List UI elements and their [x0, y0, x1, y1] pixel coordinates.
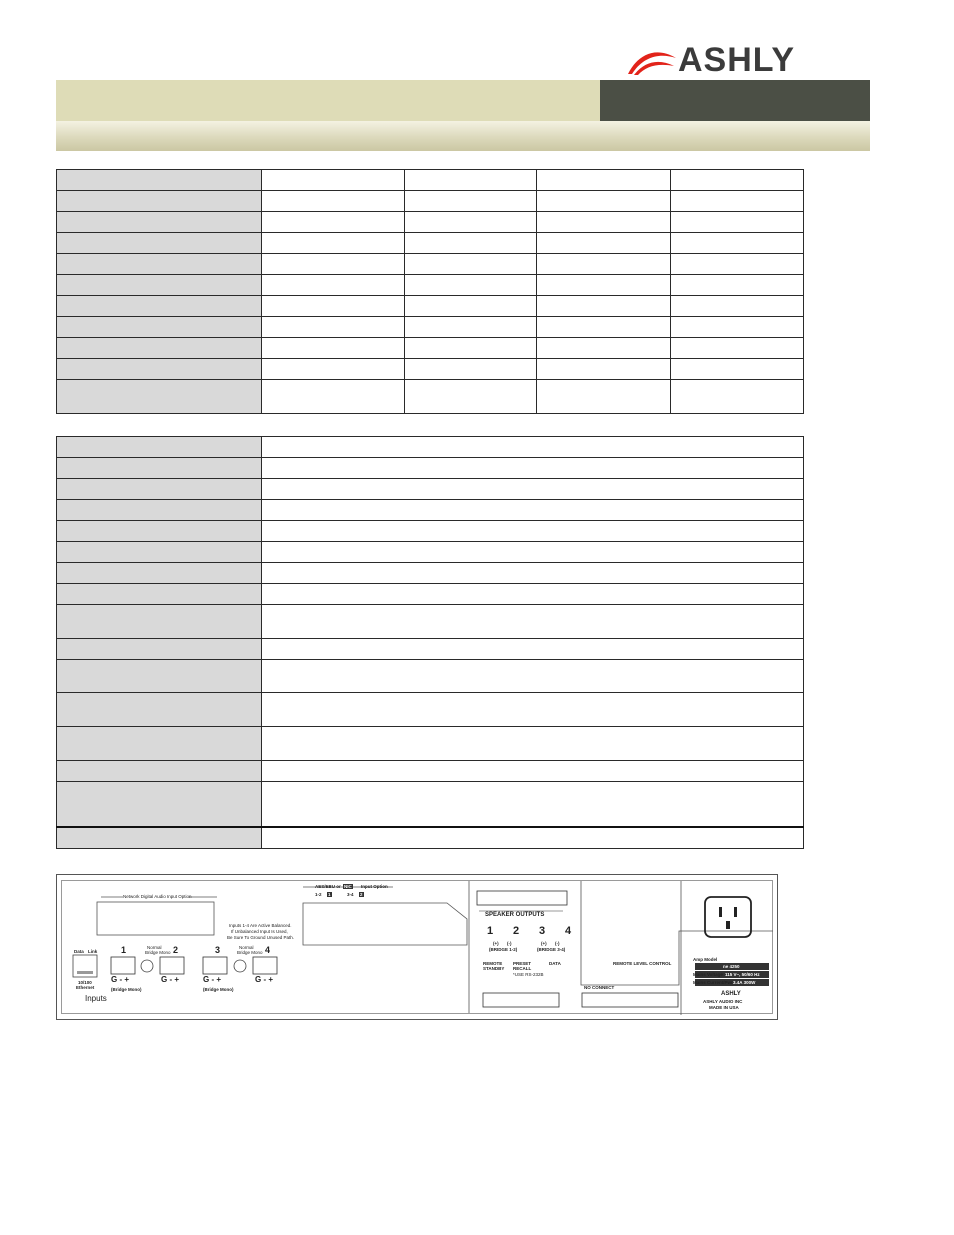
row-label-cell: [57, 761, 262, 782]
table-row: [57, 660, 804, 693]
table-row: [57, 254, 804, 275]
row-label-cell: [57, 584, 262, 605]
table-row: [57, 584, 804, 605]
amp-model-value: ne 4250: [723, 964, 740, 969]
table-cell: [671, 170, 804, 191]
table-row: [57, 296, 804, 317]
row-label-cell: [57, 254, 262, 275]
aes-ch34-num: 2: [360, 892, 363, 897]
row-label-cell: [57, 521, 262, 542]
aes-option-title: AES/EBU or: [315, 884, 341, 889]
table-cell: [262, 479, 804, 500]
row-label-cell: [57, 563, 262, 584]
table-row: [57, 639, 804, 660]
input-4-pins: G - +: [255, 975, 274, 984]
spec-table-power: [56, 169, 804, 414]
aes-nic-badge: NIC: [344, 884, 352, 889]
table-cell: [262, 521, 804, 542]
table-cell: [671, 380, 804, 414]
input-4-label: 4: [265, 945, 271, 955]
mains-current-label: Mains Current/Pwr: [693, 980, 733, 985]
table-cell: [262, 727, 804, 761]
table-row: [57, 359, 804, 380]
table-cell: [537, 191, 671, 212]
data-label: DATA: [549, 961, 561, 966]
table-cell: [262, 605, 804, 639]
table-cell: [405, 275, 537, 296]
amp-model-label: Amp Model: [693, 957, 718, 962]
table-row: [57, 275, 804, 296]
table-cell: [262, 317, 405, 338]
table-cell: [671, 233, 804, 254]
row-label-cell: [57, 479, 262, 500]
ashly-logo-text: ASHLY: [678, 41, 796, 79]
mains-voltage-label: Mains Voltage: [693, 972, 723, 977]
preset-recall-label: PRESET RECALL: [513, 961, 532, 971]
bridge-34-plus: (+): [541, 941, 547, 946]
mains-current-value: 3.4A 300W: [733, 980, 756, 985]
aes-ch12: 1-2: [315, 892, 322, 897]
row-label-cell: [57, 727, 262, 761]
notice-line-2: If Unbalanced Input Is Used,: [231, 929, 288, 934]
table-cell: [537, 338, 671, 359]
bridge-34-label: (BRIDGE 3-4): [537, 947, 566, 952]
table-cell: [405, 338, 537, 359]
table-cell: [671, 254, 804, 275]
table-cell: [405, 170, 537, 191]
speaker-out-4: 4: [565, 925, 572, 937]
table-cell: [262, 782, 804, 827]
table-cell: [405, 317, 537, 338]
remote-standby-label: REMOTE STANDBY: [483, 961, 505, 971]
table-cell: [262, 693, 804, 727]
bridge-12-label: (BRIDGE 1-2): [489, 947, 518, 952]
ethernet-label-2: Ethernet: [76, 985, 95, 990]
row-label-cell: [57, 212, 262, 233]
table-cell: [537, 233, 671, 254]
row-label-cell: [57, 359, 262, 380]
table-cell: [405, 254, 537, 275]
table-cell: [262, 563, 804, 584]
no-connect-label: NO CONNECT: [584, 985, 615, 990]
table-row: [57, 170, 804, 191]
table-cell: [671, 296, 804, 317]
table-row: [57, 500, 804, 521]
row-label-cell: [57, 296, 262, 317]
table-row: [57, 563, 804, 584]
table-row: [57, 233, 804, 254]
row-label-cell: [57, 693, 262, 727]
input-3-pins: G - +: [203, 975, 222, 984]
table-cell: [671, 212, 804, 233]
ethernet-link-label: Link: [88, 949, 98, 954]
table-cell: [262, 458, 804, 479]
row-label-cell: [57, 605, 262, 639]
inputs-label: Inputs: [85, 994, 107, 1003]
table-cell: [262, 639, 804, 660]
table-row: [57, 479, 804, 500]
header-gradient-strip: [56, 121, 870, 151]
table-cell: [262, 660, 804, 693]
header-band-dark: [600, 80, 870, 121]
table-cell: [671, 338, 804, 359]
table-row: [57, 727, 804, 761]
speaker-outputs-label: SPEAKER OUTPUTS: [485, 912, 545, 918]
table-cell: [405, 380, 537, 414]
table-row: [57, 693, 804, 727]
switch-normal-label-1: Normal: [147, 945, 162, 950]
table-cell: [405, 212, 537, 233]
notice-line-1: Inputs 1-4 Are Active Balanced.: [229, 923, 292, 928]
bridge-mono-label-2: (Bridge Mono): [203, 987, 234, 992]
ashly-logo: [626, 41, 846, 79]
table-cell: [537, 254, 671, 275]
table-cell: [405, 359, 537, 380]
table-cell: [537, 359, 671, 380]
input-1-label: 1: [121, 945, 127, 955]
table-cell: [262, 827, 804, 849]
speaker-out-1: 1: [487, 925, 494, 937]
row-label-cell: [57, 660, 262, 693]
table-cell: [537, 275, 671, 296]
row-label-cell: [57, 542, 262, 563]
table-cell: [262, 338, 405, 359]
speaker-out-2: 2: [513, 925, 520, 937]
aes-ch34: 3-4: [347, 892, 354, 897]
ethernet-data-label: Data: [74, 949, 84, 954]
table-cell: [405, 191, 537, 212]
notice-line-3: Be Sure To Ground Unused Path.: [227, 935, 294, 940]
table-cell: [537, 212, 671, 233]
switch-normal-label-2: Normal: [239, 945, 254, 950]
aes-option-suffix: Input Option: [361, 884, 388, 889]
table-cell: [262, 542, 804, 563]
table-cell: [262, 584, 804, 605]
table-row: [57, 605, 804, 639]
header-band-light: [56, 80, 600, 121]
table-cell: [262, 296, 405, 317]
bridge-12-minus: (-): [507, 941, 512, 946]
row-label-cell: [57, 437, 262, 458]
row-label-cell: [57, 191, 262, 212]
row-label-cell: [57, 500, 262, 521]
table-cell: [262, 437, 804, 458]
table-cell: [262, 359, 405, 380]
table-cell: [671, 317, 804, 338]
ashly-swoosh-icon: [626, 44, 678, 78]
table-cell: [262, 275, 405, 296]
table-row: [57, 317, 804, 338]
table-cell: [262, 191, 405, 212]
maker-line-1: ASHLY AUDIO INC: [703, 999, 743, 1004]
row-label-cell: [57, 827, 262, 849]
table-cell: [671, 275, 804, 296]
bridge-12-plus: (+): [493, 941, 499, 946]
switch-bridge-label-2: Bridge Mono: [237, 950, 263, 955]
table-cell: [537, 380, 671, 414]
bridge-mono-label-1: (Bridge Mono): [111, 987, 142, 992]
table-cell: [262, 170, 405, 191]
network-option-title: Network Digital Audio Input Option: [123, 894, 192, 899]
table-row: [57, 191, 804, 212]
row-label-cell: [57, 458, 262, 479]
table-row: [57, 380, 804, 414]
row-label-cell: [57, 170, 262, 191]
maker-logo: ASHLY: [721, 991, 741, 997]
table-cell: [262, 254, 405, 275]
rear-panel-drawing: [56, 874, 778, 1020]
maker-line-2: MADE IN USA: [709, 1005, 739, 1010]
row-label-cell: [57, 782, 262, 827]
input-2-pins: G - +: [161, 975, 180, 984]
input-1-pins: G - +: [111, 975, 130, 984]
input-2-label: 2: [173, 945, 179, 955]
table-cell: [262, 761, 804, 782]
table-row: [57, 437, 804, 458]
table-cell: [537, 296, 671, 317]
table-cell: [405, 296, 537, 317]
aes-ch12-num: 1: [328, 892, 331, 897]
table-cell: [671, 191, 804, 212]
table-cell: [537, 317, 671, 338]
table-row: [57, 521, 804, 542]
switch-bridge-label-1: Bridge Mono: [145, 950, 171, 955]
table-cell: [537, 170, 671, 191]
mains-voltage-value: 115 V~, 50/60 Hz: [725, 972, 760, 977]
table-cell: [262, 233, 405, 254]
table-row: [57, 827, 804, 849]
speaker-out-3: 3: [539, 925, 546, 937]
row-label-cell: [57, 639, 262, 660]
table-row: [57, 338, 804, 359]
table-row: [57, 458, 804, 479]
row-label-cell: [57, 338, 262, 359]
table-row: [57, 542, 804, 563]
remote-level-label: REMOTE LEVEL CONTROL: [613, 961, 672, 966]
row-label-cell: [57, 380, 262, 414]
table-cell: [671, 359, 804, 380]
row-label-cell: [57, 233, 262, 254]
bridge-34-minus: (-): [555, 941, 560, 946]
table-cell: [262, 380, 405, 414]
row-label-cell: [57, 275, 262, 296]
spec-table-general: [56, 436, 804, 849]
table-cell: [262, 500, 804, 521]
row-label-cell: [57, 317, 262, 338]
input-3-label: 3: [215, 945, 221, 955]
table-row: [57, 212, 804, 233]
table-cell: [262, 212, 405, 233]
table-row: [57, 761, 804, 782]
table-row: [57, 782, 804, 827]
preset-recall-sub: *USE RS-232B: [513, 972, 544, 977]
table-cell: [405, 233, 537, 254]
ethernet-label: 10/100: [78, 980, 92, 985]
